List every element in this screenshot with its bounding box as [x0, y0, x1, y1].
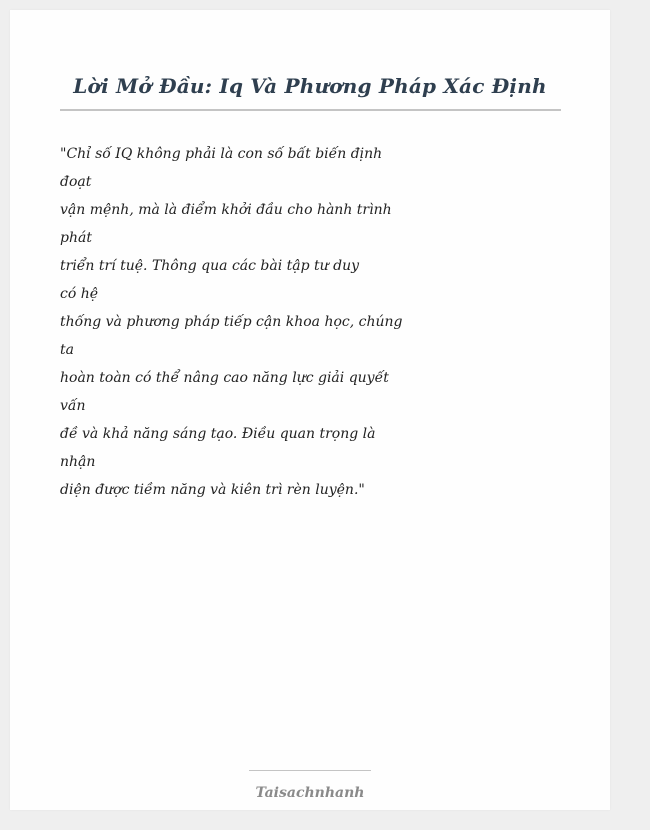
quote-line: có hệ	[60, 286, 99, 302]
quote-block	[60, 140, 403, 504]
quote-line: đoạt	[60, 174, 92, 190]
quote-line: đề và khả năng sáng tạo. Điều quan trọng là	[60, 426, 376, 442]
quote-line: ta	[60, 342, 74, 358]
quote-line: nhận	[60, 454, 96, 470]
quote-line: thống và phương pháp tiếp cận khoa học, chúng	[60, 314, 403, 330]
quote-line: hoàn toàn có thể nâng cao năng lực giải quyết	[60, 370, 389, 386]
footer-brand: Taisachnhanh	[255, 785, 365, 801]
document-page	[10, 10, 610, 810]
quote-line: vấn	[60, 398, 86, 414]
quote-line: "Chỉ số IQ không phải là con số bất biến định	[60, 146, 383, 162]
footer-divider	[249, 770, 371, 771]
quote-line: vận mệnh, mà là điểm khởi đầu cho hành trình	[60, 202, 392, 218]
quote-line: diện được tiềm năng và kiên trì rèn luyện."	[60, 482, 365, 498]
title-divider	[60, 109, 561, 111]
quote-line: phát	[60, 230, 92, 246]
quote-line: triển trí tuệ. Thông qua các bài tập tư duy	[60, 258, 360, 274]
page-title: Lời Mở Đầu: Iq Và Phương Pháp Xác Định	[73, 74, 547, 98]
